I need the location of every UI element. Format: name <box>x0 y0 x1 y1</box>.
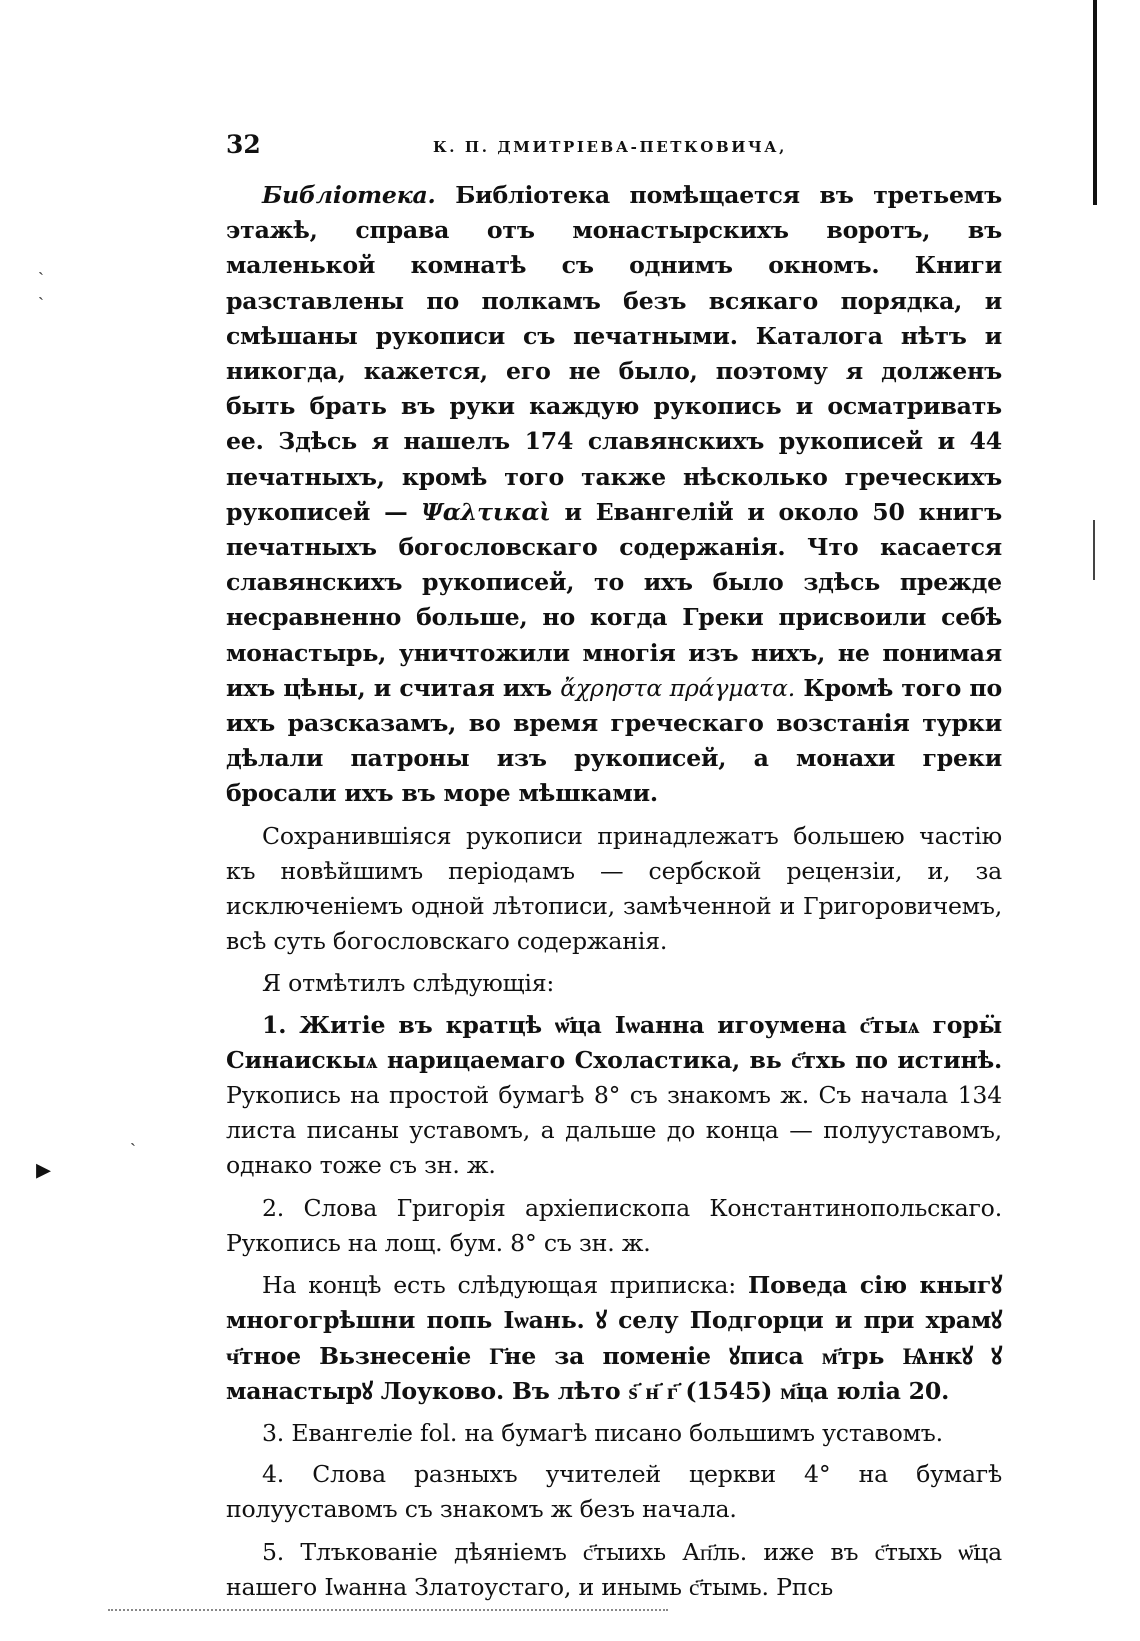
scan-edge-line <box>1093 0 1097 205</box>
paragraph-text: Библіотека помѣщается въ третьемъ этажѣ, справа отъ монастырскихъ воротъ, въ маленькой комнатѣ съ однимъ окномъ. Книги разставлены по полкамъ безъ всякаго порядка, и смѣшаны рукописи съ печатными. Каталога нѣтъ и никогда, кажется, его не было, поэтому я долженъ быть брать въ руки каждую рукопись и осматривать ее. Здѣсь я нашелъ 174 славянскихъ рукописей и 44 печатныхъ, кромѣ того также нѣсколько греческихъ рукописей — <box>226 181 1002 526</box>
item-title: 1. Житіе въ кратцѣ ѡ҃ца Іѡанна игоумена с҃тыѧ горӹ Синаискыѧ нарицаемаго Схоластика, вь с҃тхь по истинѣ. <box>226 1010 1002 1074</box>
paragraph-text: Кромѣ того по ихъ разсказамъ, во время греческаго возстанія турки дѣлали патроны изъ рукописей, а монахи греки бросали ихъ въ море мѣшками. <box>226 673 1002 808</box>
list-item: 3. Евангеліе fol. на бумагѣ писано большимъ уставомъ. <box>262 1418 943 1447</box>
margin-mark: ˏ <box>130 1126 136 1147</box>
paragraph-text: и Евангелій и около 50 книгъ печатныхъ богословскаго содержанія. Что касается славянскихъ рукописей, то ихъ было здѣсь прежде несравненно больше, но когда Греки присвоили себѣ монастырь, уничтожили многія изъ нихъ, не понимая ихъ цѣны, и считая ихъ <box>226 497 1002 702</box>
page-number: 32 <box>226 130 261 159</box>
greek-term: ἄχρηστα πράγματα. <box>560 673 796 702</box>
list-item <box>226 1008 1002 1184</box>
running-title: К. П. ДМИТРІЕВА-ПЕТКОВИЧА, <box>433 138 787 156</box>
list-item: 2. Слова Григорія архіепископа Константинопольскаго. Рукопись на лощ. бум. 8° съ зн. ж. <box>226 1193 1002 1257</box>
list-item: 5. Тлъкованіе дѣяніемъ с҃тыихь Ап҃ль. иже въ с҃тыхь ѡ҃ца нашего Іѡанна Златоустаго, и инымь с҃тымь. Рпсь <box>226 1537 1002 1601</box>
margin-mark: ˏ <box>38 255 44 276</box>
greek-term: Ψαλτικαὶ <box>421 497 551 526</box>
section-lead: Библіотека. <box>262 181 436 209</box>
pointer-mark-icon: ▸ <box>36 1152 52 1187</box>
margin-mark: ˏ <box>38 280 44 301</box>
scan-bottom-line <box>108 1609 668 1611</box>
paragraph-manuscripts: Сохранившіяся рукописи принадлежатъ большею частію къ новѣйшимъ періодамъ — сербской рецензіи, и, за исключеніемъ одной лѣтописи, замѣченной и Григоровичемъ, всѣ суть богословскаго содержанія. <box>226 821 1002 956</box>
running-head <box>226 128 994 162</box>
body-text <box>226 178 1002 1612</box>
note-intro: На концѣ есть слѣдующая приписка: <box>262 1271 749 1300</box>
item-text: Рукопись на простой бумагѣ 8° съ знакомъ ж. Съ начала 134 листа писаны уставомъ, а дальше до конца — полууставомъ, однако тоже съ зн. ж. <box>226 1081 1002 1180</box>
scan-edge-line-lower <box>1093 520 1095 580</box>
paragraph-note <box>226 1268 1002 1409</box>
paragraph-list-intro: Я отмѣтилъ слѣдующія: <box>262 969 555 998</box>
note-quote: Поведа сію кныгꙋ многогрѣшни попь Іѡань. ꙋ селу Подгорци и при храмꙋ ч҃тное Вьзнесеніе Г҃не за поменіе ꙋписа м҃трь Ѩнкꙋ ꙋ манастырꙋ Лоуково. Въ лѣто ѕ҃ н҃ г҃ (1545) м҃ца юліа 20. <box>226 1271 1002 1405</box>
paragraph-library <box>226 178 1002 812</box>
list-item: 4. Слова разныхъ учителей церкви 4° на бумагѣ полууставомъ съ знакомъ ж безъ начала. <box>226 1460 1002 1524</box>
